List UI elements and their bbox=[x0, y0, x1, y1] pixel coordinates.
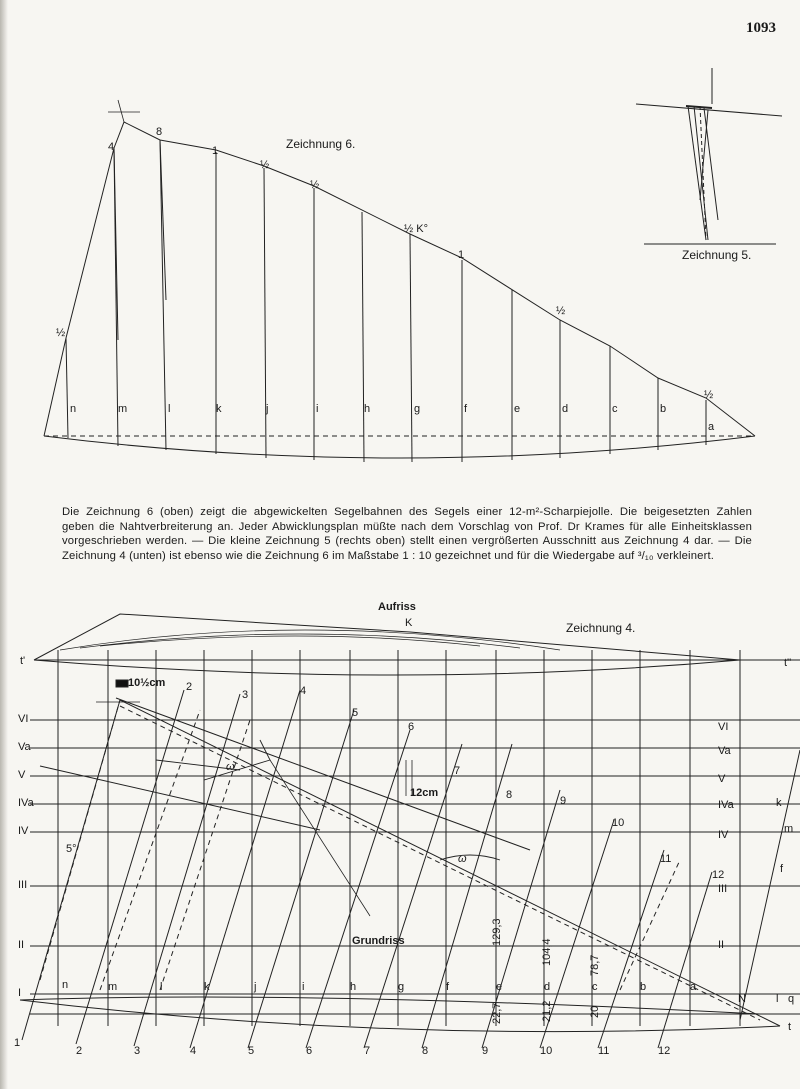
station-letter: h bbox=[350, 981, 357, 993]
row-label: V bbox=[18, 769, 26, 781]
line-number: 10 bbox=[612, 817, 625, 829]
aufriss-label: Aufriss bbox=[378, 601, 416, 613]
seam-number: 1 bbox=[458, 249, 465, 261]
station-letter: c bbox=[592, 981, 598, 993]
line-number: 2 bbox=[76, 1045, 83, 1057]
panel-letter-k: k bbox=[216, 403, 222, 415]
t-left-label: t' bbox=[20, 655, 26, 667]
panel-letter-e: e bbox=[514, 403, 521, 415]
station-letter: f bbox=[446, 981, 450, 993]
panel-letter-h: h bbox=[364, 403, 371, 415]
station-letter: k bbox=[204, 981, 210, 993]
row-label: IV bbox=[718, 829, 729, 841]
end-label: q bbox=[788, 993, 795, 1005]
angle-label: 5° bbox=[66, 843, 77, 855]
seam-number: 1 bbox=[212, 145, 219, 157]
panel-letter-d: d bbox=[562, 403, 569, 415]
line-number: 10 bbox=[540, 1045, 553, 1057]
seam-number: ½ bbox=[704, 389, 714, 401]
panel-letter-n: n bbox=[70, 403, 77, 415]
panel-letter-j: j bbox=[266, 403, 269, 415]
seam-number: ½ bbox=[260, 159, 270, 171]
end-label: l bbox=[776, 993, 779, 1005]
line-number: 1 bbox=[14, 1037, 21, 1049]
line-number: 11 bbox=[660, 853, 672, 865]
caption-line: geben die Nahtverbreiterung an. Jeder Abwicklungsplan müßte nach dem Vorschlag von Prof. Dr Krames für alle Einheitsklassen bbox=[62, 520, 752, 533]
line-number: 6 bbox=[408, 721, 415, 733]
row-label: IVa bbox=[18, 797, 34, 809]
line-number: 5 bbox=[352, 707, 359, 719]
station-letter: n bbox=[62, 979, 69, 991]
end-label: N bbox=[738, 993, 746, 1005]
row-label: II bbox=[18, 939, 25, 951]
dimension-top: 10½cm bbox=[128, 677, 166, 689]
measurement: 129,3 bbox=[491, 918, 503, 946]
seam-number: ½ K° bbox=[404, 223, 428, 235]
caption-line: Zeichnung 4 (unten) ist ebenso wie die Zeichnung 6 im Maßstabe 1 : 10 gezeichnet und für die Wiedergabe auf ³/₁₀ verkleinert. bbox=[62, 549, 715, 562]
seam-number: 4 bbox=[108, 141, 115, 153]
line-number: 7 bbox=[454, 765, 461, 777]
row-label: VI bbox=[18, 713, 29, 725]
row-label: II bbox=[718, 939, 725, 951]
end-label: f bbox=[780, 863, 784, 875]
line-number: 12 bbox=[712, 869, 725, 881]
station-letter: e bbox=[496, 981, 503, 993]
row-label: III bbox=[718, 883, 728, 895]
grundriss-label: Grundriss bbox=[352, 935, 405, 947]
figure-4-title: Zeichnung 4. bbox=[566, 621, 636, 635]
line-number: 4 bbox=[300, 685, 307, 697]
line-number: 9 bbox=[560, 795, 567, 807]
caption-line: Die Zeichnung 6 (oben) zeigt die abgewickelten Segelbahnen des Segels einer 12-m²-Scharpiejolle. Die beigesetzten Zahlen bbox=[62, 506, 752, 518]
line-number: 12 bbox=[658, 1045, 671, 1057]
panel-letter-c: c bbox=[612, 403, 618, 415]
dimension-mid: 12cm bbox=[410, 787, 439, 799]
panel-letter-i: i bbox=[316, 403, 319, 415]
seam-number: ½ bbox=[56, 327, 66, 339]
line-number: 3 bbox=[242, 689, 249, 701]
station-letter: i bbox=[302, 981, 305, 993]
row-label: VI bbox=[718, 721, 729, 733]
figure-5-title: Zeichnung 5. bbox=[682, 248, 752, 262]
caption-line: vorgeschrieben werden. — Die kleine Zeichnung 5 (rechts oben) stellt einen vergrößerten Ausschnitt aus Zeichnung 4 dar. — Die bbox=[62, 535, 752, 548]
page-number: 1093 bbox=[746, 20, 776, 36]
panel-letter-g: g bbox=[414, 403, 421, 415]
line-number: 6 bbox=[306, 1045, 313, 1057]
t-right-label: t'' bbox=[784, 657, 792, 669]
line-number: 8 bbox=[506, 789, 513, 801]
station-letter: j bbox=[254, 981, 257, 993]
line-number: 3 bbox=[134, 1045, 141, 1057]
station-letter: b bbox=[640, 981, 647, 993]
row-label: Va bbox=[718, 745, 731, 757]
station-letter: g bbox=[398, 981, 405, 993]
seam-number: 8 bbox=[156, 126, 163, 138]
panel-letter-a: a bbox=[708, 421, 715, 433]
row-label: Va bbox=[18, 741, 31, 753]
seam-number: ½ bbox=[556, 305, 566, 317]
station-letter: d bbox=[544, 981, 551, 993]
panel-letter-f: f bbox=[464, 403, 468, 415]
line-number: 7 bbox=[364, 1045, 371, 1057]
measurement: 78,7 bbox=[589, 954, 601, 976]
panel-letter-b: b bbox=[660, 403, 667, 415]
panel-letter-l: l bbox=[168, 403, 171, 415]
line-number: 9 bbox=[482, 1045, 489, 1057]
station-letter: m bbox=[108, 981, 118, 993]
row-label: I bbox=[18, 987, 22, 999]
end-label: t bbox=[788, 1021, 792, 1033]
row-label: III bbox=[18, 879, 28, 891]
figure-6-title: Zeichnung 6. bbox=[286, 137, 356, 151]
row-label: IVa bbox=[718, 799, 734, 811]
station-letter: a bbox=[690, 981, 697, 993]
line-number: 8 bbox=[422, 1045, 429, 1057]
measurement: 20 bbox=[589, 1005, 601, 1018]
k-label: K bbox=[405, 617, 413, 629]
row-label: V bbox=[718, 773, 726, 785]
line-number: 5 bbox=[248, 1045, 255, 1057]
row-label: IV bbox=[18, 825, 29, 837]
omega-symbol: ω bbox=[458, 853, 467, 865]
panel-letter-m: m bbox=[118, 403, 128, 415]
line-number: 2 bbox=[186, 681, 193, 693]
line-number: 4 bbox=[190, 1045, 197, 1057]
end-label: k bbox=[776, 797, 782, 809]
omega-symbol: ω bbox=[226, 761, 235, 773]
seam-number: ½ bbox=[310, 179, 320, 191]
measurement: 104,4 bbox=[541, 938, 553, 966]
end-label: m bbox=[784, 823, 794, 835]
station-letter: l bbox=[160, 981, 163, 993]
measurement: 21,2 bbox=[541, 1000, 553, 1022]
line-number: 11 bbox=[598, 1045, 610, 1057]
measurement: 22,7 bbox=[491, 1002, 503, 1024]
